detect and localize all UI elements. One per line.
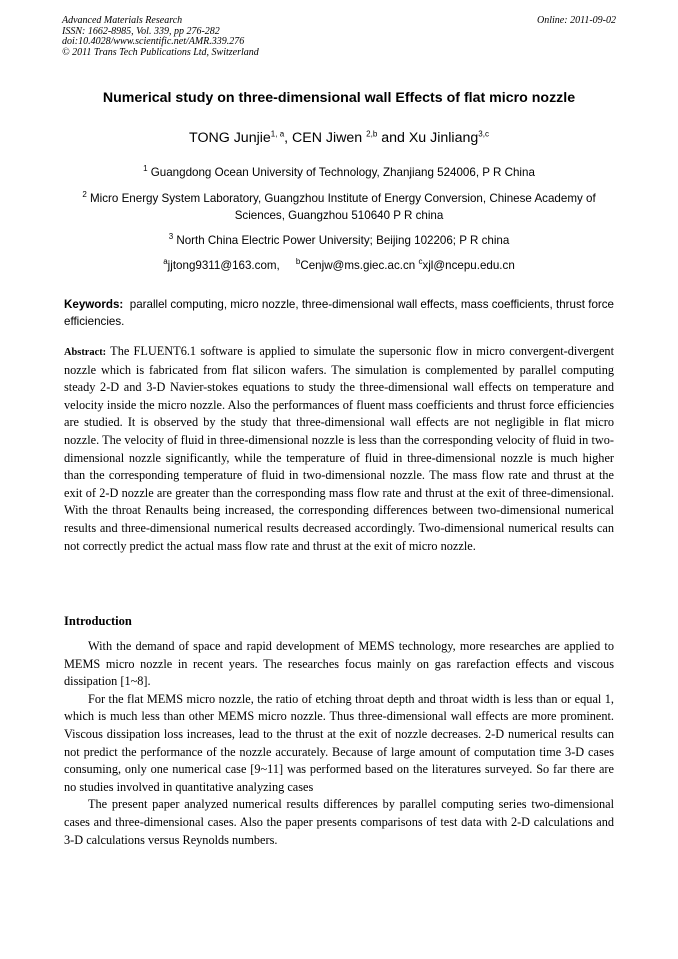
journal-name: Advanced Materials Research <box>62 15 183 26</box>
affiliation-sup: 2 <box>82 190 87 200</box>
online-date: Online: 2011-09-02 <box>537 15 616 26</box>
author-sup: 1, a <box>270 129 285 139</box>
author-sup: 2,b <box>366 129 378 139</box>
author-separator: and <box>377 130 409 146</box>
affiliation-text: Micro Energy System Laboratory, Guangzhou Institute of Energy Conversion, Chinese Academy of Sciences, Guangzhou 510640 P R china <box>86 192 596 222</box>
email-sup: c <box>418 257 423 267</box>
affiliation-3 <box>58 232 620 249</box>
email-address: jjtong9311@163.com, <box>167 259 280 272</box>
paper-title: Numerical study on three-dimensional wall Effects of flat micro nozzle <box>102 90 576 106</box>
email-sup: a <box>163 257 168 267</box>
email-address: Cenjw@ms.giec.ac.cn <box>300 259 419 272</box>
issn-line: ISSN: 1662-8985, Vol. 339, pp 276-282 <box>62 25 220 37</box>
keywords <box>64 296 618 330</box>
email-line <box>58 259 620 272</box>
abstract-label: Abstract: <box>64 347 107 358</box>
introduction-body <box>64 638 614 849</box>
keywords-text: parallel computing, micro nozzle, three-dimensional wall effects, mass coefficients, thrust force efficiencies. <box>64 298 618 328</box>
author-name: Xu Jinliang <box>408 130 479 146</box>
email-address: xjl@ncepu.edu.cn <box>422 259 515 272</box>
author-name: CEN Jiwen <box>292 130 367 146</box>
abstract <box>64 343 614 555</box>
abstract-text: The FLUENT6.1 software is applied to simulate the supersonic flow in micro convergent-divergent nozzle which is fabricated from flat silicon wafers. The simulation is complemented by parallel computing steady 2-D and 3-D Navier-stokes equations to study the three-dimensional wall effects on temperature and velocity inside the micro nozzle. Also the performances of fluent mass coefficients and thrust force efficiencies are studied. It is observed by the study that three-dimensional wall effects are not negligible in flat micro nozzle. The velocity of fluid in three-dimensional nozzle is less than the corresponding velocity of fluid in two-dimensional nozzle significantly, while the temperature of fluid in three-dimensional nozzle is much higher than the corresponding temperature of fluid in two-dimensional nozzle. The mass flow rate and thrust at the exit of 2-D nozzle are greater than the corresponding mass flow rate and thrust at the exit of three-dimensional. With the throat Renaults being increased, the corresponding differences between two-dimensional numerical results and three-dimensional numerical results decreased accordingly. Two-dimensional numerical results can not correctly predict the actual mass flow rate and thrust at the exit of micro nozzle. <box>64 344 614 553</box>
author-name: TONG Junjie <box>189 130 271 146</box>
affiliation-1 <box>58 164 620 181</box>
intro-paragraph: For the flat MEMS micro nozzle, the ratio of etching throat depth and throat width is less than or equal 1, which is much less than other MEMS micro nozzle. Thus three-dimensional wall effects are more prominent. Viscous dissipation loss increases, lead to the thrust at the exit of nozzle decreases. 2-D numerical results can not predict the performance of the nozzle accurately. Because of large amount of computation time 3-D cases consuming, only one numerical case [9~11] was performed based on the literatures surveyed. So far there are no studies involved in quantitative analyzing cases <box>64 691 614 794</box>
intro-paragraph: With the demand of space and rapid development of MEMS technology, more researches are applied to MEMS micro nozzle in recent years. The researches focus mainly on gas rarefaction effects and viscous dissipation [1~8]. <box>64 639 614 689</box>
affiliation-text: Guangdong Ocean University of Technology, Zhanjiang 524006, P R China <box>147 166 535 179</box>
doi-line: doi:10.4028/www.scientific.net/AMR.339.276 <box>62 36 245 47</box>
keywords-label: Keywords: <box>64 298 124 311</box>
email-sup: b <box>295 257 301 267</box>
copyright-line: © 2011 Trans Tech Publications Ltd, Switzerland <box>62 46 259 58</box>
author-line <box>40 130 638 146</box>
affiliation-2 <box>58 190 620 224</box>
author-separator: , <box>284 130 293 146</box>
affiliation-text: North China Electric Power University; Beijing 102206; P R china <box>173 234 510 247</box>
affiliation-sup: 1 <box>143 164 148 174</box>
journal-header <box>62 16 259 58</box>
introduction-heading: Introduction <box>64 614 132 628</box>
affiliation-sup: 3 <box>168 232 174 242</box>
intro-paragraph: The present paper analyzed numerical results differences by parallel computing series two-dimensional cases and three-dimensional cases. Also the paper presents comparisons of test data with 2-D calculations and 3-D calculations versus Reynolds numbers. <box>64 797 614 847</box>
author-sup: 3,c <box>478 129 489 139</box>
